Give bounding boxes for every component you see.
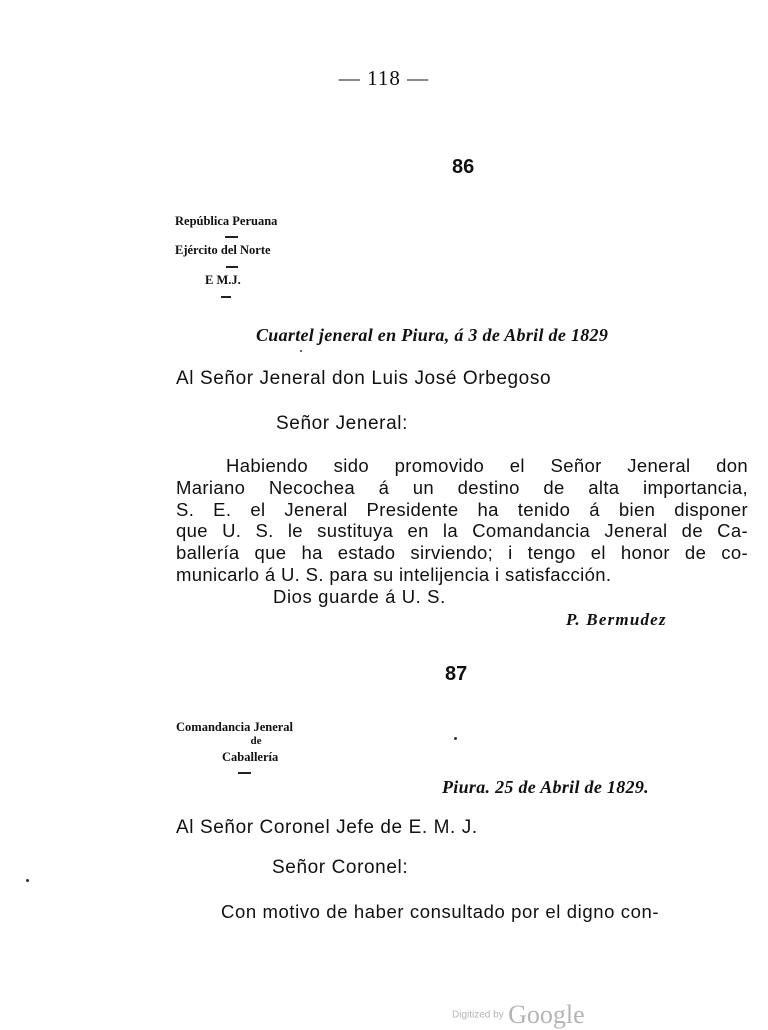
header-rule bbox=[221, 296, 231, 298]
signature: P. Bermudez bbox=[566, 610, 667, 629]
body-line: S. E. el Jeneral Presidente ha tenido á bien disponer bbox=[176, 498, 748, 520]
body-line: que U. S. le sustituya en la Comandancia Jeneral de Ca- bbox=[176, 520, 748, 542]
header-line: Caballería bbox=[222, 750, 279, 764]
addressee: Al Señor Jeneral don Luis José Orbegoso bbox=[176, 368, 552, 389]
addressee: Al Señor Coronel Jefe de E. M. J. bbox=[176, 817, 478, 838]
header-rule bbox=[226, 266, 238, 268]
digitized-label: Digitized by bbox=[452, 1009, 504, 1021]
speck bbox=[454, 737, 457, 740]
closing: Dios guarde á U. S. bbox=[273, 586, 446, 607]
salutation: Señor Jeneral: bbox=[276, 413, 408, 434]
body-line: municarlo á U. S. para su intelijencia i satisfacción. bbox=[176, 563, 612, 585]
letter-number: 87 bbox=[445, 663, 468, 685]
body-line: ballería que ha estado sirviendo; i tengo el honor de co- bbox=[176, 542, 748, 564]
header-line: Comandancia Jeneral bbox=[176, 720, 294, 734]
header-rule bbox=[225, 236, 238, 238]
header-rule bbox=[238, 772, 251, 774]
header-line: Ejército del Norte bbox=[175, 243, 271, 257]
speck bbox=[300, 350, 302, 352]
letter-body bbox=[176, 455, 748, 586]
body-line: Mariano Necochea á un destino de alta importancia, bbox=[176, 476, 748, 498]
page-number: — 118 — bbox=[338, 66, 430, 90]
body-line: Habiendo sido promovido el Señor Jeneral don bbox=[226, 455, 748, 476]
date-line: Piura. 25 de Abril de 1829. bbox=[442, 777, 649, 797]
salutation: Señor Coronel: bbox=[272, 857, 409, 878]
header-line: República Peruana bbox=[175, 214, 278, 228]
header-line: E M.J. bbox=[205, 273, 241, 287]
header-line: de bbox=[250, 735, 262, 747]
speck bbox=[26, 879, 29, 882]
digitized-by-google-watermark bbox=[452, 1000, 585, 1030]
date-line: Cuartel jeneral en Piura, á 3 de Abril de 1829 bbox=[256, 325, 609, 345]
letter-number: 86 bbox=[452, 156, 475, 178]
google-logo: Google bbox=[508, 1000, 585, 1029]
body-line: Con motivo de haber consultado por el digno con- bbox=[221, 901, 660, 922]
